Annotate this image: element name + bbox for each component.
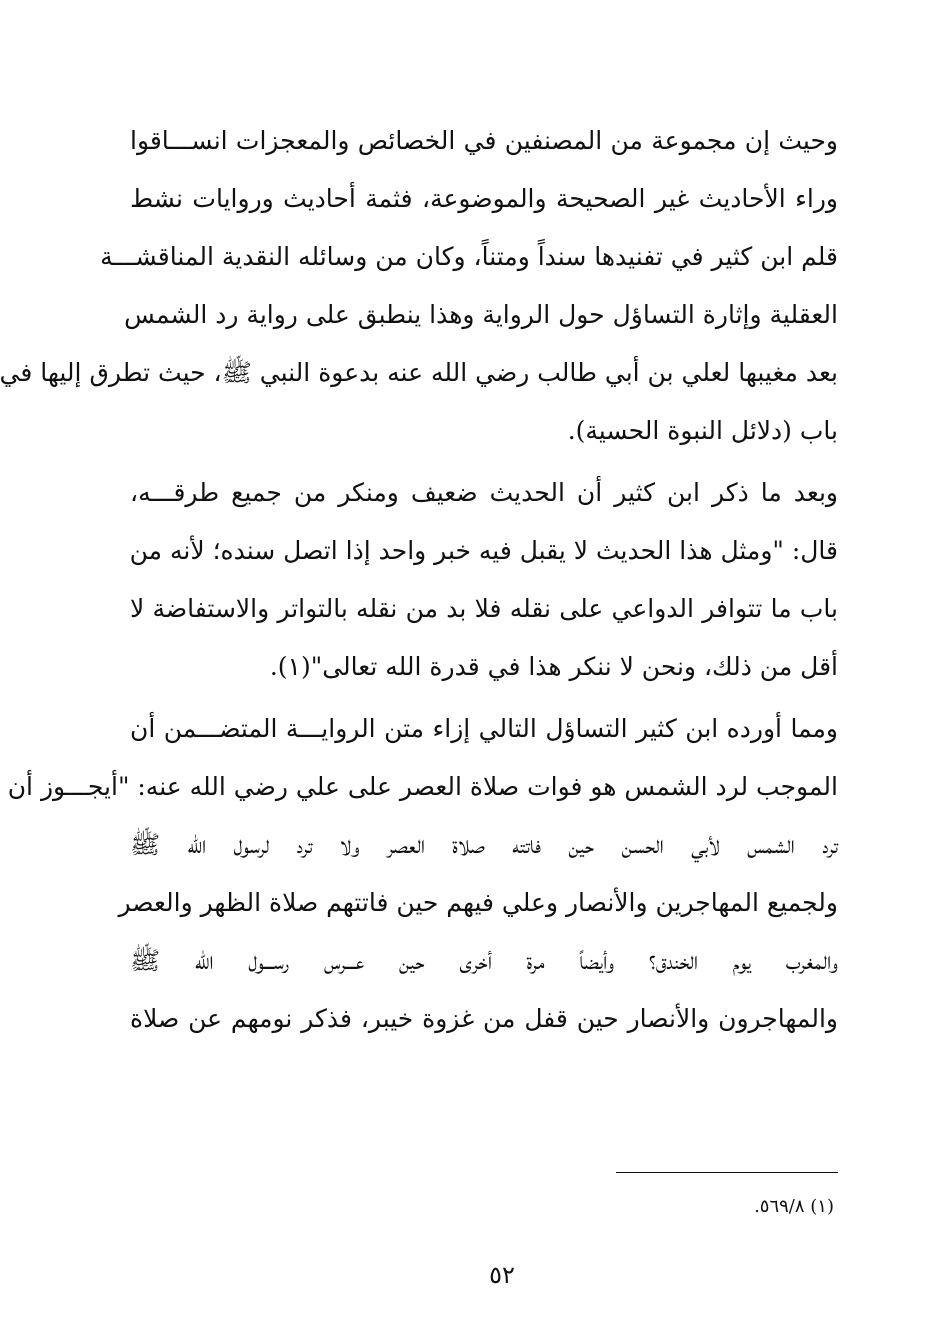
text-line: والمهاجرون والأنصار حين قفل من غزوة خيبر، فذكر نومهم عن صلاة	[130, 1004, 838, 1033]
text-line: قلم ابن كثير في تفنيدها سنداً ومتناً، وكان من وسائله النقدية المناقشـــة	[100, 242, 838, 271]
text-line: باب (دلائل النبوة الحسية).	[567, 416, 838, 445]
paragraph-1	[0, 112, 838, 460]
paragraph-2	[130, 464, 838, 696]
footnote: (١) ٥٦٩/٨.	[754, 1196, 834, 1217]
text-line: وحيث إن مجموعة من المصنفين في الخصائص والمعجزات انســـاقوا	[130, 126, 838, 155]
footnote-divider	[616, 1172, 838, 1173]
text-line: العقلية وإثارة التساؤل حول الرواية وهذا ينطبق على رواية رد الشمس	[124, 300, 838, 329]
text-line: بعد مغيبها لعلي بن أبي طالب رضي الله عنه بدعوة النبي ﷺ، حيث تطرق إليها في	[0, 358, 838, 387]
text-line: ومما أورده ابن كثير التساؤل التالي إزاء متن الروايـــة المتضـــمن أن	[130, 714, 838, 743]
text-line: ولجميع المهاجرين والأنصار وعلي فيهم حين فاتتهم صلاة الظهر والعصر	[118, 888, 838, 917]
text-line: باب ما تتوافر الدواعي على نقله فلا بد من نقله بالتواتر والاستفاضة لا	[130, 594, 838, 623]
text-line: وراء الأحاديث غير الصحيحة والموضوعة، فثمة أحاديث وروايات نشط	[130, 184, 838, 213]
text-line: والمغرب يوم الخندق؟ وأيضاً مرة أخرى حين عـــرس رســـول الله ﷺ	[130, 946, 838, 975]
text-line: وبعد ما ذكر ابن كثير أن الحديث ضعيف ومنكر من جميع طرقـــه،	[130, 478, 838, 507]
text-line: ترد الشمس لأبي الحسن حين فاتته صلاة العصر ولا ترد لرسول الله ﷺ	[130, 830, 838, 859]
page-number: ٥٢	[489, 1261, 515, 1289]
body-text	[0, 112, 838, 1052]
text-line: أقل من ذلك، ونحن لا ننكر هذا في قدرة الله تعالى"(١).	[269, 652, 838, 681]
text-line: الموجب لرد الشمس هو فوات صلاة العصر على علي رضي الله عنه: "أيجـــوز أن	[7, 772, 838, 801]
text-line: قال: "ومثل هذا الحديث لا يقبل فيه خبر واحد إذا اتصل سنده؛ لأنه من	[129, 536, 838, 565]
paragraph-3	[7, 700, 838, 1048]
